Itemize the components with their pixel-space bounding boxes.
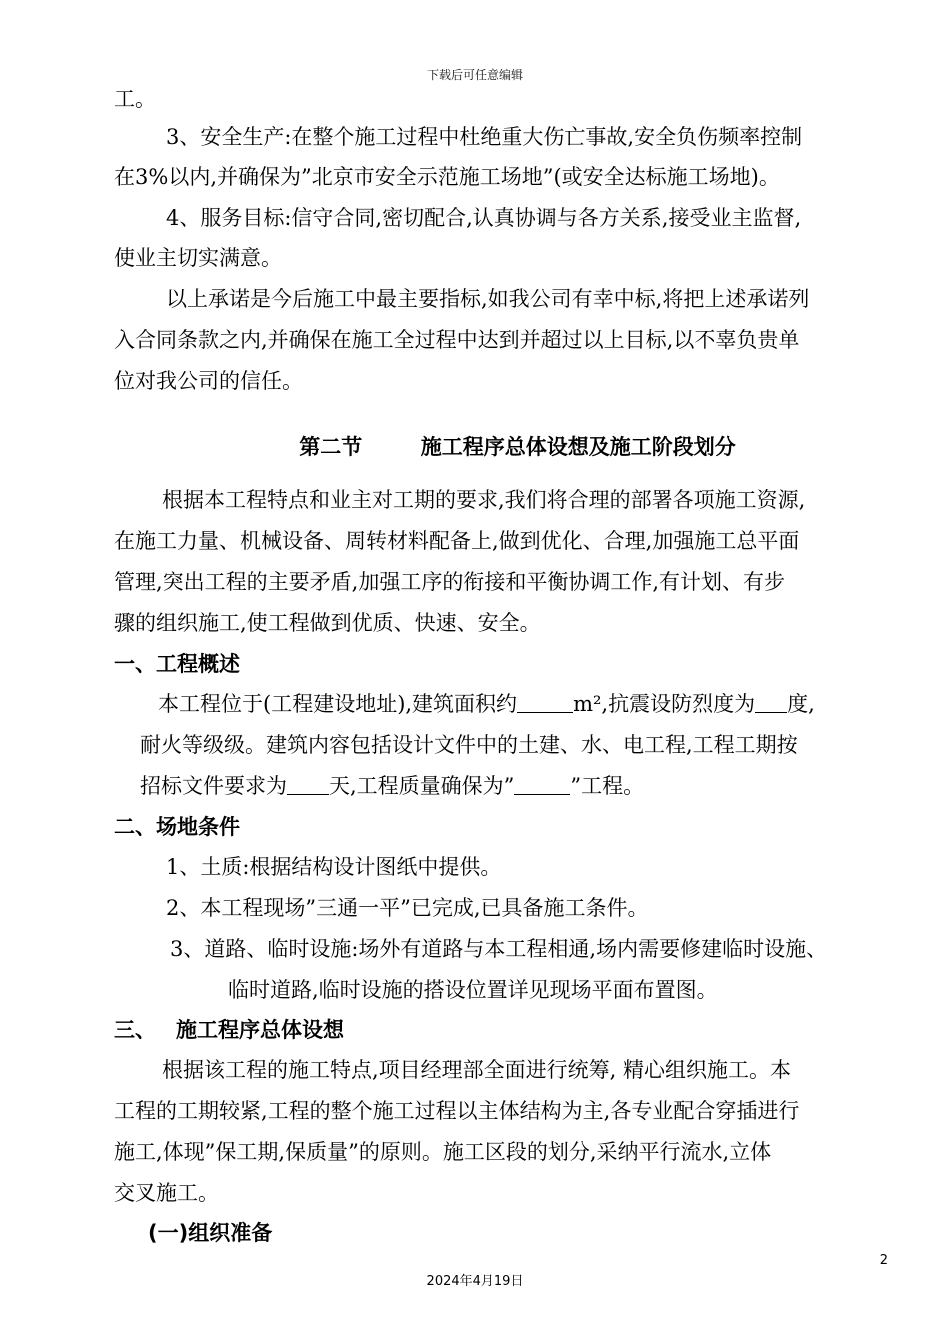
paragraph-line: 骤的组织施工,使工程做到优质、快速、安全。 — [114, 611, 541, 635]
section-title — [0, 432, 950, 462]
paragraph-line: 以上承诺是今后施工中最主要指标,如我公司有幸中标,将把上述承诺列 — [166, 287, 810, 311]
blank-seismic — [755, 692, 787, 713]
paragraph-line: 3、安全生产:在整个施工过程中杜绝重大伤亡事故,安全负伤频率控制 — [166, 125, 803, 149]
text-run: ”工程。 — [570, 774, 645, 798]
paragraph-line: 施工,体现”保工期,保质量”的原则。施工区段的划分,采纳平行流水,立体 — [114, 1140, 772, 1164]
paragraph-line — [140, 771, 644, 801]
blank-quality — [514, 774, 570, 795]
paragraph-line: 管理,突出工程的主要矛盾,加强工序的衔接和平衡协调工作,有计划、有步 — [114, 570, 786, 594]
paragraph-line: 工。 — [114, 87, 156, 111]
heading-site-conditions: 二、场地条件 — [114, 815, 240, 839]
paragraph-line — [158, 689, 815, 719]
paragraph-line: 1、土质:根据结构设计图纸中提供。 — [166, 855, 502, 879]
text-run: m²,抗震设防烈度为 — [573, 692, 756, 716]
text-run: 度, — [787, 692, 815, 716]
text-run: 本工程位于(工程建设地址),建筑面积约 — [158, 692, 518, 716]
paragraph-line: 根据该工程的施工特点,项目经理部全面进行统筹, 精心组织施工。本 — [162, 1058, 792, 1082]
blank-area — [517, 692, 573, 713]
heading-number: 三、 — [114, 1018, 156, 1042]
paragraph-line: 交叉施工。 — [114, 1181, 219, 1205]
blank-days — [287, 774, 329, 795]
section-number: 第二节 — [299, 435, 363, 459]
heading-project-overview: 一、工程概述 — [114, 652, 240, 676]
paragraph-line: 在3%以内,并确保为”北京市安全示范施工场地”(或安全达标施工场地)。 — [114, 165, 780, 189]
paragraph-line: 根据本工程特点和业主对工期的要求,我们将合理的部署各项施工资源, — [162, 488, 806, 512]
section-heading: 施工程序总体设想及施工阶段划分 — [420, 435, 736, 459]
page-header: 下载后可任意编辑 — [426, 68, 523, 82]
text-run: 天,工程质量确保为” — [329, 774, 515, 798]
paragraph-line: 使业主切实满意。 — [114, 246, 282, 270]
page-number: 2 — [879, 1253, 888, 1268]
paragraph-line: 2、本工程现场”三通一平”已完成,已具备施工条件。 — [166, 896, 649, 920]
paragraph-line: 4、服务目标:信守合同,密切配合,认真协调与各方关系,接受业主监督, — [166, 206, 802, 230]
paragraph-line: 耐火等级级。建筑内容包括设计文件中的土建、水、电工程,工程工期按 — [140, 733, 798, 757]
heading-construction-procedure — [114, 1015, 344, 1045]
paragraph-line: 在施工力量、机械设备、周转材料配备上,做到优化、合理,加强施工总平面 — [114, 529, 800, 553]
paragraph-line: 临时道路,临时设施的搭设位置详见现场平面布置图。 — [228, 978, 718, 1002]
heading-organization-preparation: (一)组织准备 — [148, 1221, 273, 1245]
footer-date: 2024年4月19日 — [426, 1274, 524, 1289]
paragraph-line: 工程的工期较紧,工程的整个施工过程以主体结构为主,各专业配合穿插进行 — [114, 1099, 800, 1123]
paragraph-line: 3、道路、临时设施:场外有道路与本工程相通,场内需要修建临时设施、 — [170, 937, 828, 961]
paragraph-line: 入合同条款之内,并确保在施工全过程中达到并超过以上目标,以不辜负贵单 — [114, 328, 800, 352]
text-run: 招标文件要求为 — [140, 774, 287, 798]
paragraph-line: 位对我公司的信任。 — [114, 369, 303, 393]
heading-text: 施工程序总体设想 — [176, 1018, 344, 1042]
